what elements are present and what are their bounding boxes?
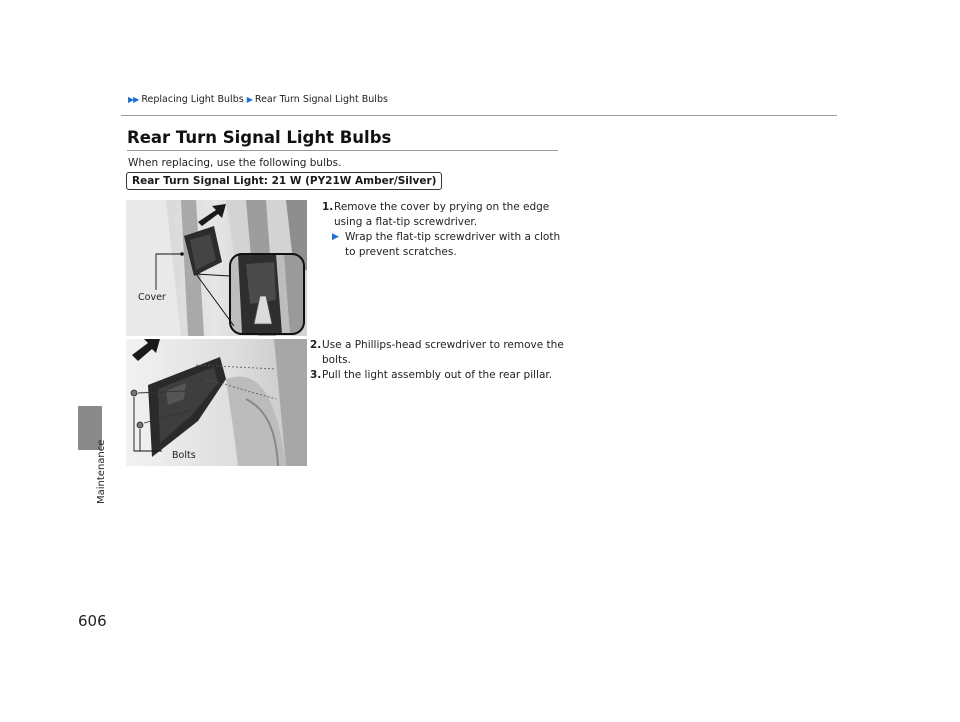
step-text: Use a Phillips-head screwdriver to remove the bolts. [322, 339, 564, 366]
step-item [322, 200, 562, 230]
bolts-callout-label: Bolts [172, 450, 196, 461]
breadcrumb-item-replacing-light-bulbs[interactable]: Replacing Light Bulbs [141, 94, 244, 105]
chapter-tab-label [84, 438, 107, 508]
double-triangle-icon: ▶▶ [128, 95, 139, 104]
triangle-icon: ▶ [246, 95, 252, 104]
subnote-text: Wrap the flat-tip screwdriver with a cloth to prevent scratches. [345, 231, 561, 258]
header-divider [121, 115, 837, 116]
bulb-spec-box: Rear Turn Signal Light: 21 W (PY21W Amber/Silver) [126, 172, 442, 190]
cover-callout-label: Cover [138, 292, 166, 303]
page-title: Rear Turn Signal Light Bulbs [127, 128, 392, 147]
step-item [310, 338, 570, 368]
step-text: Remove the cover by prying on the edge using a flat-tip screwdriver. [334, 201, 550, 228]
cover-removal-illustration [126, 200, 307, 336]
triangle-icon: ▶ [332, 232, 339, 242]
step-subnote [322, 230, 562, 260]
step-number: 2. [310, 339, 322, 351]
intro-text: When replacing, use the following bulbs. [128, 157, 342, 169]
step-list-1 [322, 200, 562, 260]
step-number: 3. [310, 369, 322, 381]
step-list-2 [310, 338, 570, 383]
step-text: Pull the light assembly out of the rear pillar. [322, 369, 553, 381]
step-item [310, 368, 570, 383]
breadcrumb-item-rear-turn-signal[interactable]: Rear Turn Signal Light Bulbs [254, 94, 388, 105]
bolts-removal-illustration [126, 339, 307, 466]
title-divider [127, 150, 558, 151]
chapter-label-text: Maintenance [96, 439, 107, 504]
breadcrumb [128, 94, 388, 105]
step-number: 1. [322, 201, 334, 213]
page-number: 606 [78, 612, 107, 630]
